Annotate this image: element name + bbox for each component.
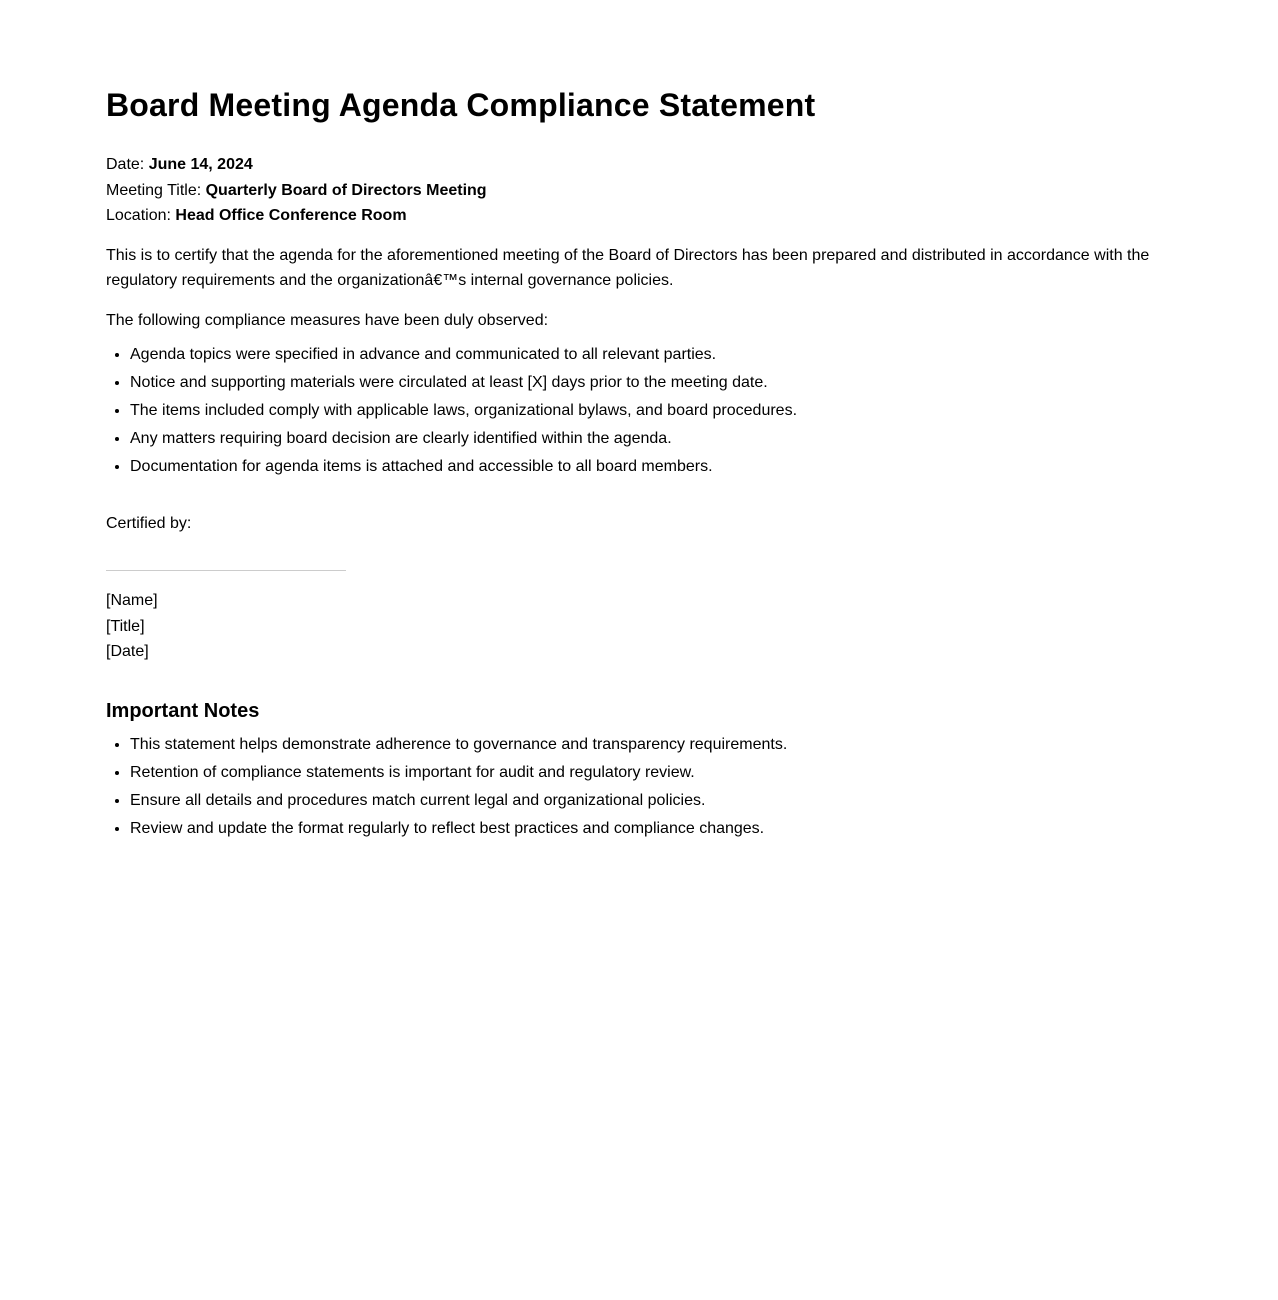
notes-heading: Important Notes <box>106 699 260 722</box>
important-notes-list <box>106 731 1172 843</box>
meta-date-value: June 14, 2024 <box>148 156 253 174</box>
meta-date <box>106 152 1172 178</box>
meeting-meta <box>106 152 1172 229</box>
list-item: • Documentation for agenda items is attached and accessible to all board members. <box>130 453 1172 481</box>
meta-meeting-title-value: Quarterly Board of Directors Meeting <box>205 181 487 199</box>
meta-location <box>106 203 1172 229</box>
list-item: • Ensure all details and procedures match current legal and organizational policies. <box>130 787 1172 815</box>
signature-block <box>106 588 1172 665</box>
intro-paragraph: This is to certify that the agenda for the aforementioned meeting of the Board of Directors has been prepared and distributed in accordance with the regulatory requirements and the organizationâ€™s internal governance policies. <box>106 246 1150 289</box>
list-item: • Agenda topics were specified in advance and communicated to all relevant parties. <box>130 341 1172 369</box>
list-item: • Any matters requiring board decision are clearly identified within the agenda. <box>130 425 1172 453</box>
meta-meeting-title-label: Meeting Title: <box>106 181 202 199</box>
signature-line <box>106 570 346 571</box>
list-item: • Review and update the format regularly to reflect best practices and compliance changes. <box>130 815 1172 843</box>
measures-lead: The following compliance measures have been duly observed: <box>106 311 549 329</box>
meta-location-value: Head Office Conference Room <box>175 207 407 225</box>
list-item: • This statement helps demonstrate adherence to governance and transparency requirements. <box>130 731 1172 759</box>
certified-by-label: Certified by: <box>106 515 192 533</box>
compliance-measures-list <box>106 341 1172 481</box>
list-item: • The items included comply with applicable laws, organizational bylaws, and board procedures. <box>130 397 1172 425</box>
meta-location-label: Location: <box>106 207 171 225</box>
meta-date-label: Date: <box>106 156 145 174</box>
meta-meeting-title <box>106 178 1172 204</box>
signature-title: [Title] <box>106 617 145 635</box>
signature-name: [Name] <box>106 592 158 610</box>
page-title: Board Meeting Agenda Compliance Statement <box>106 87 816 123</box>
list-item: • Retention of compliance statements is important for audit and regulatory review. <box>130 759 1172 787</box>
list-item: • Notice and supporting materials were circulated at least [X] days prior to the meeting date. <box>130 369 1172 397</box>
signature-date: [Date] <box>106 643 149 661</box>
